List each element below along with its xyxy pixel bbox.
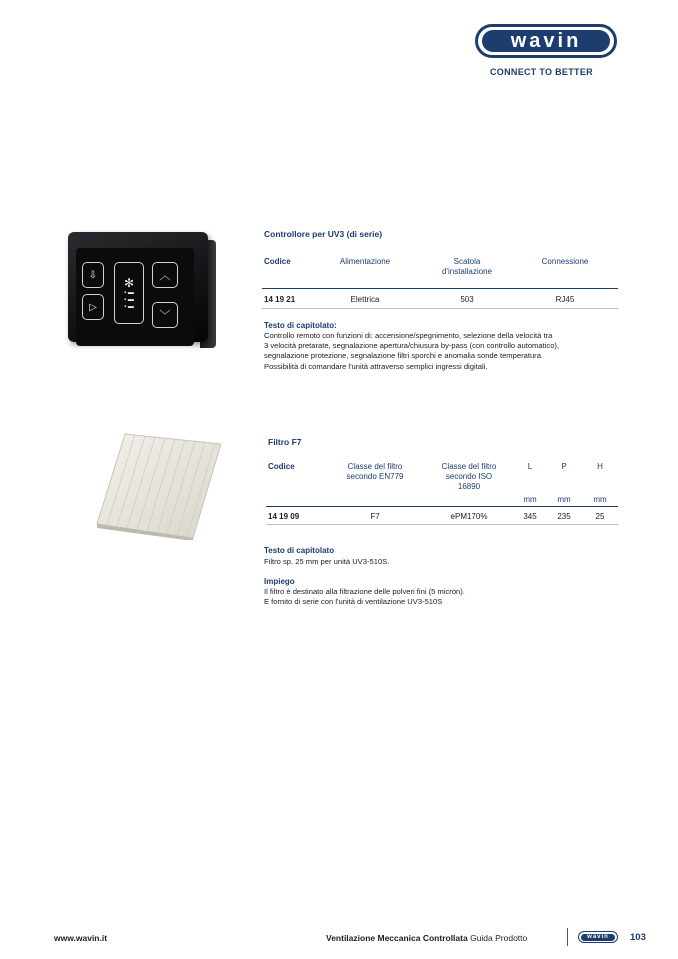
controller-spec-text — [264, 331, 618, 372]
filter-usage-line: Il filtro è destinato alla filtrazione delle polveri fini (5 micron). — [264, 587, 465, 596]
controller-title: Controllore per UV3 (di serie) — [264, 229, 383, 239]
controller-row-rule — [262, 308, 618, 309]
filter-spec-text: Filtro sp. 25 mm per unità UV3-510S. — [264, 557, 390, 566]
filter-header-iso-class-line3: 16890 — [457, 482, 481, 491]
filter-header-code: Codice — [268, 462, 295, 471]
filter-unit-p: mm — [557, 495, 571, 504]
controller-code: 14 19 21 — [264, 295, 296, 304]
controller-connection: RJ45 — [555, 295, 575, 304]
controller-spec-line: Possibilità di comandare l'unità attraverso semplici ingressi digitali. — [264, 361, 488, 371]
footer-website-link[interactable]: www.wavin.it — [54, 933, 108, 943]
filter-usage-line: E fornito di serie con l'unità di ventilazione UV3-510S — [264, 597, 443, 607]
controller-header-power: Alimentazione — [339, 257, 391, 266]
controller-header-box-line2: d'installazione — [441, 267, 492, 276]
wavin-logo-text: wavin — [482, 30, 610, 52]
filter-unit-h: mm — [593, 495, 607, 504]
filter-spec-title: Testo di capitolato — [264, 546, 335, 555]
footer-section-rest: Guida Prodotto — [467, 933, 528, 943]
chevron-up-icon: ︿ — [152, 262, 178, 288]
controller-body — [68, 232, 208, 342]
filter-header-l: L — [527, 462, 533, 471]
filter-row-rule — [266, 524, 618, 525]
controller-spec-line: Controllo remoto con funzioni di: accensione/spegnimento, selezione della velocità tra — [264, 331, 553, 340]
chevron-down-icon: ﹀ — [152, 302, 178, 328]
controller-table-rule — [262, 288, 618, 289]
filter-image — [95, 432, 221, 540]
controller-header-connection: Connessione — [541, 257, 589, 266]
fan-speed-icon — [114, 262, 144, 324]
filter-header-h: H — [597, 462, 603, 471]
filter-table-rule — [266, 506, 618, 507]
wavin-logo — [475, 24, 617, 58]
filter-header-p: P — [561, 462, 567, 471]
footer-wavin-logo-text: wavin — [581, 934, 615, 941]
controller-power: Elettrica — [350, 295, 380, 304]
filter-indicator-icon: ▷ — [82, 294, 104, 320]
controller-image — [68, 222, 218, 354]
controller-header-box-line1: Scatola — [453, 257, 481, 266]
filter-unit-l: mm — [523, 495, 537, 504]
filter-iso-class: ePM170% — [450, 512, 488, 521]
footer-divider — [567, 928, 568, 946]
fan-icon: ✻ — [123, 275, 135, 290]
footer-section-bold: Ventilazione Meccanica Controllata — [326, 933, 468, 943]
controller-spec-line: 3 velocità pretarate, segnalazione apertura/chiusura by-pass (con controllo automatico), — [264, 341, 560, 351]
filter-code: 14 19 09 — [268, 512, 300, 521]
filter-header-iso-class-line1: Classe del filtro — [441, 462, 497, 471]
filter-p-value: 235 — [557, 512, 571, 521]
brand-tagline: CONNECT TO BETTER — [490, 67, 593, 77]
filter-h-value: 25 — [595, 512, 605, 521]
controller-panel — [76, 248, 194, 346]
page-number: 103 — [630, 932, 646, 943]
filter-header-en-class-line2: secondo EN779 — [346, 472, 404, 481]
filter-header-iso-class-line2: secondo ISO — [445, 472, 493, 481]
filter-en-class: F7 — [370, 512, 380, 521]
filter-title: Filtro F7 — [268, 437, 302, 447]
controller-spec-title: Testo di capitolato: — [264, 321, 337, 330]
controller-spec-line: segnalazione protezione, segnalazione filtri sporchi e anomalia sonde temperatura. — [264, 351, 544, 361]
speed-bars-icon: ▪ ▬ ▪ ▬ ▪ ▬ — [124, 289, 134, 310]
footer-wavin-logo — [578, 931, 618, 943]
filter-l-value: 345 — [523, 512, 537, 521]
filter-header-en-class-line1: Classe del filtro — [347, 462, 403, 471]
bypass-icon: ⇩ — [82, 262, 104, 288]
controller-box: 503 — [460, 295, 474, 304]
filter-usage-text — [264, 587, 465, 607]
filter-usage-title: Impiego — [264, 577, 295, 586]
controller-header-code: Codice — [264, 257, 291, 266]
footer-section-title — [326, 933, 527, 943]
